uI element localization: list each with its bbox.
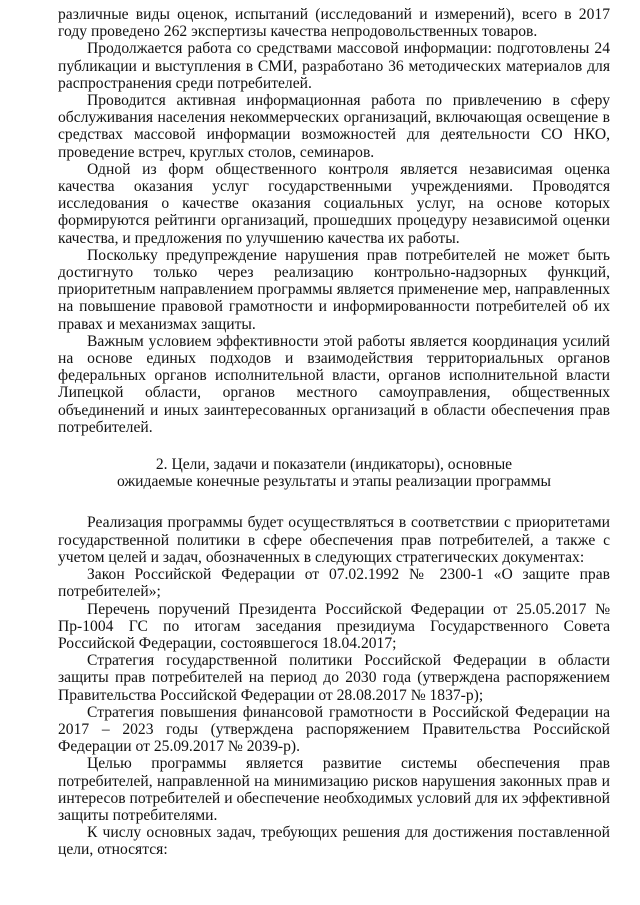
paragraph-presidential-orders: Перечень поручений Президента Российской Федерации от 25.05.2017 № Пр-1004 ГС по итогам заседания президиума Государственного Совета Российской Федерации, состоявшегося 18.04.2017; — [58, 600, 610, 652]
paragraph-main-tasks: К числу основных задач, требующих решения для достижения поставленной цели, относятся: — [58, 824, 610, 859]
paragraph-federal-law: Закон Российской Федерации от 07.02.1992 № 2300-1 «О защите прав потребителей»; — [58, 566, 610, 601]
paragraph-continued: различные виды оценок, испытаний (исследований и измерений), всего в 2017 году проведено 262 экспертизы качества непродовольственных товаров. — [58, 6, 610, 41]
section-heading — [58, 436, 610, 514]
paragraph-implementation: Реализация программы будет осуществляться в соответствии с приоритетами государственной политики в сфере обеспечения прав потребителей, а также с учетом целей и задач, обозначенных в следующих стратегических документах: — [58, 514, 610, 566]
document-page — [58, 6, 610, 859]
paragraph-media-work: Продолжается работа со средствами массовой информации: подготовлены 24 публикации и выступления в СМИ, разработано 36 методических материалов для распространения среди потребителей. — [58, 40, 610, 92]
section-heading-line-1: 2. Цели, задачи и показатели (индикаторы), основные — [155, 456, 513, 474]
paragraph-independent-assessment: Одной из форм общественного контроля является независимая оценка качества оказания услуг государственными учреждениями. Проводятся исследования о качестве оказания социальных услуг, на основе которых формируются рейтинги организаций, прошедших процедуру независимой оценки качества, и предложения по улучшению качества их работы. — [58, 160, 610, 247]
paragraph-prevention-priority: Поскольку предупреждение нарушения прав потребителей не может быть достигнуто только через реализацию контрольно-надзорных функций, приоритетным направлением программы является применение мер, направленных на повышение правовой грамотности и информированности потребителей об их правах и механизмах защиты. — [58, 246, 610, 333]
section-heading-line-2: ожидаемые конечные результаты и этапы реализации программы — [116, 473, 552, 491]
paragraph-nko-outreach: Проводится активная информационная работа по привлечению в сферу обслуживания населения некоммерческих организаций, включающая освещение в средствах массовой информации возможностей для деятельности СО НКО, проведение встреч, круглых столов, семинаров. — [58, 92, 610, 161]
paragraph-financial-literacy-strategy: Стратегия повышения финансовой грамотности в Российской Федерации на 2017 – 2023 годы (утверждена распоряжением Правительства Российской Федерации от 25.09.2017 № 2039-р). — [58, 703, 610, 756]
paragraph-coordination: Важным условием эффективности этой работы является координация усилий на основе единых подходов и взаимодействия территориальных органов федеральных органов исполнительной власти, органов исполнительной власти Липецкой области, органов местного самоуправления, общественных объединений и иных заинтересованных организаций в области обеспечения прав потребителей. — [58, 332, 610, 436]
paragraph-state-policy-strategy: Стратегия государственной политики Российской Федерации в области защиты прав потребителей на период до 2030 года (утверждена распоряжением Правительства Российской Федерации от 28.08.2017 № 1837-р); — [58, 652, 610, 704]
paragraph-program-goal: Целью программы является развитие системы обеспечения прав потребителей, направленной на минимизацию рисков нарушения законных прав и интересов потребителей и обеспечение необходимых условий для их эффективной защиты потребителями. — [58, 755, 610, 824]
